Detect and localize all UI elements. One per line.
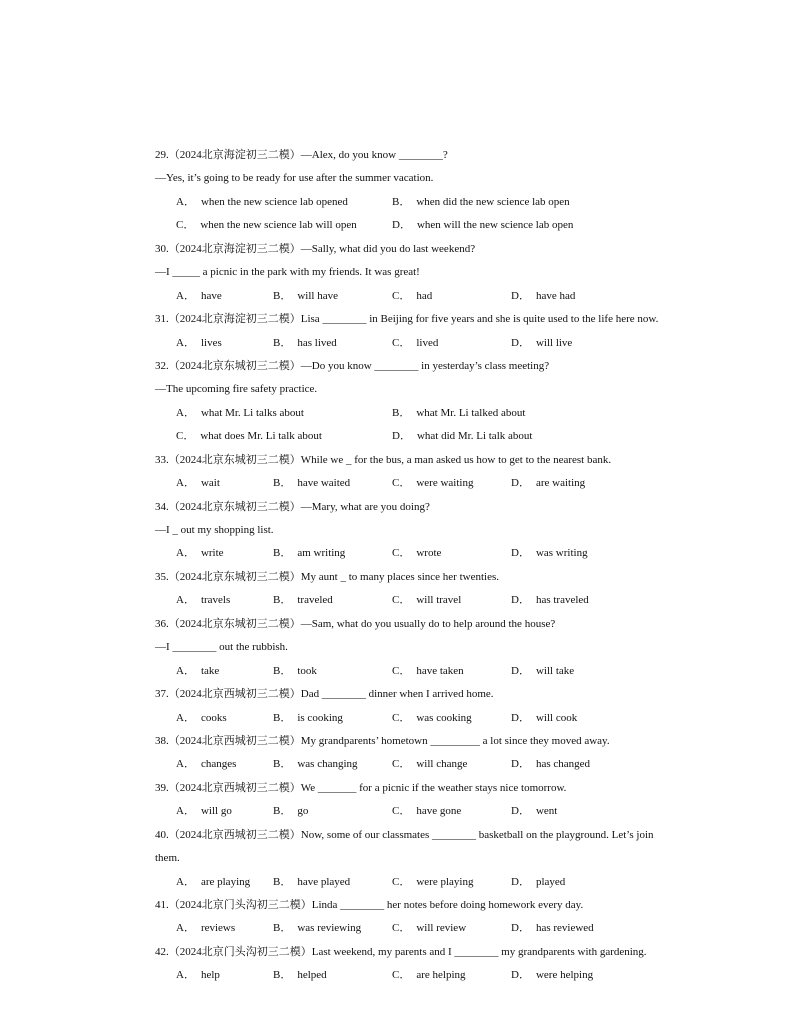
answer-option[interactable]	[273, 332, 337, 355]
answer-option[interactable]	[511, 472, 585, 495]
option-letter: C．	[176, 430, 195, 443]
answer-option[interactable]	[176, 707, 227, 730]
option-text: has reviewed	[535, 922, 594, 935]
question-stem: 39.（2024北京西城初三二模）We _______ for a picnic if the weather stays nice tomorrow.	[155, 781, 567, 794]
answer-option[interactable]	[392, 589, 461, 612]
dialogue-reply: —I ________ out the rubbish.	[155, 641, 288, 654]
option-text: will change	[416, 758, 468, 771]
option-letter: B．	[273, 289, 292, 302]
option-text: have waited	[297, 477, 351, 490]
option-text: go	[297, 805, 309, 818]
question-stem: 42.（2024北京门头沟初三二模）Last weekend, my parents and I ________ my grandparents with gardening.	[155, 945, 647, 958]
options-row	[155, 332, 725, 355]
answer-option[interactable]	[273, 871, 350, 894]
answer-option[interactable]	[273, 285, 338, 308]
option-letter: D．	[392, 430, 411, 443]
answer-option[interactable]	[176, 917, 235, 940]
answer-option[interactable]	[176, 542, 224, 565]
option-text: was writing	[535, 547, 588, 560]
option-text: have	[200, 289, 222, 302]
options-row	[155, 753, 725, 776]
answer-option[interactable]	[511, 917, 594, 940]
question-stem-continued: them.	[155, 852, 180, 865]
answer-option[interactable]	[392, 917, 466, 940]
option-text: has traveled	[535, 594, 589, 607]
question-item	[155, 496, 725, 566]
options-row	[155, 214, 725, 237]
question-stem: 41.（2024北京门头沟初三二模）Linda ________ her notes before doing homework every day.	[155, 899, 584, 911]
question-stem: 35.（2024北京东城初三二模）My aunt _ to many places since her twenties.	[155, 570, 500, 583]
option-text: traveled	[297, 594, 333, 607]
answer-option[interactable]	[176, 472, 220, 495]
answer-option[interactable]	[176, 402, 304, 425]
answer-option[interactable]	[176, 753, 236, 776]
question-item	[155, 824, 725, 894]
question-list	[155, 144, 725, 988]
option-text: is cooking	[297, 711, 343, 724]
options-row	[155, 191, 725, 214]
option-text: will go	[200, 805, 232, 818]
option-text: wait	[200, 477, 220, 490]
option-letter: B．	[273, 477, 292, 490]
option-text: had	[416, 289, 433, 302]
option-letter: B．	[273, 805, 292, 818]
option-text: helped	[297, 969, 327, 982]
dialogue-reply: —I _____ a picnic in the park with my friends. It was great!	[155, 266, 420, 279]
option-letter: A．	[176, 805, 195, 818]
answer-option[interactable]	[273, 753, 358, 776]
answer-option[interactable]	[273, 917, 361, 940]
question-item	[155, 941, 725, 988]
answer-option[interactable]	[273, 472, 350, 495]
option-text: travels	[200, 594, 231, 607]
question-stem: 40.（2024北京西城初三二模）Now, some of our classmates ________ basketball on the playground. Let’s join	[155, 828, 654, 841]
option-text: are waiting	[535, 477, 586, 490]
option-text: when did the new science lab open	[416, 195, 570, 208]
answer-option[interactable]	[511, 964, 593, 987]
option-letter: B．	[273, 336, 292, 349]
question-item	[155, 566, 725, 613]
answer-option[interactable]	[392, 402, 525, 425]
option-text: lived	[416, 336, 439, 349]
answer-option[interactable]	[273, 660, 317, 683]
option-text: what did Mr. Li talk about	[416, 430, 533, 443]
option-text: cooks	[200, 711, 227, 724]
option-letter: A．	[176, 875, 195, 888]
option-text: went	[535, 805, 558, 818]
option-text: when the new science lab opened	[200, 195, 348, 208]
question-item	[155, 730, 725, 777]
option-letter: A．	[176, 711, 195, 724]
option-letter: A．	[176, 969, 195, 982]
options-row	[155, 425, 725, 448]
option-text: will travel	[416, 594, 462, 607]
option-text: what Mr. Li talks about	[200, 406, 304, 419]
answer-option[interactable]	[392, 964, 466, 987]
answer-option[interactable]	[511, 285, 575, 308]
options-row	[155, 964, 725, 987]
option-text: has changed	[535, 758, 591, 771]
option-letter: D．	[511, 477, 530, 490]
option-text: what does Mr. Li talk about	[200, 430, 322, 443]
option-text: will cook	[535, 711, 578, 724]
question-stem: 33.（2024北京东城初三二模）While we _ for the bus, a man asked us how to get to the nearest bank.	[155, 453, 612, 466]
option-letter: C．	[392, 664, 411, 677]
answer-option[interactable]	[511, 707, 577, 730]
options-row	[155, 800, 725, 823]
option-text: have gone	[416, 805, 462, 818]
option-text: when the new science lab will open	[200, 219, 357, 232]
option-letter: C．	[392, 758, 411, 771]
options-row	[155, 917, 725, 940]
answer-option[interactable]	[273, 707, 343, 730]
option-letter: D．	[511, 289, 530, 302]
answer-option[interactable]	[511, 871, 565, 894]
answer-option[interactable]	[176, 660, 219, 683]
option-letter: A．	[176, 406, 195, 419]
option-letter: A．	[176, 758, 195, 771]
options-row	[155, 402, 725, 425]
option-letter: C．	[392, 336, 411, 349]
answer-option[interactable]	[273, 800, 308, 823]
answer-option[interactable]	[392, 285, 432, 308]
question-item	[155, 449, 725, 496]
option-letter: C．	[392, 875, 411, 888]
answer-option[interactable]	[392, 472, 473, 495]
option-letter: D．	[511, 875, 530, 888]
answer-option[interactable]	[511, 332, 572, 355]
option-letter: D．	[511, 711, 530, 724]
answer-option[interactable]	[392, 871, 473, 894]
answer-option[interactable]	[511, 753, 590, 776]
option-text: were waiting	[416, 477, 474, 490]
answer-option[interactable]	[176, 589, 230, 612]
answer-option[interactable]	[392, 425, 532, 448]
question-item	[155, 144, 725, 238]
answer-option[interactable]	[273, 589, 333, 612]
option-letter: B．	[273, 758, 292, 771]
options-row	[155, 589, 725, 612]
answer-option[interactable]	[176, 964, 220, 987]
question-stem: 38.（2024北京西城初三二模）My grandparents’ hometown _________ a lot since they moved away.	[155, 734, 610, 747]
option-letter: D．	[511, 758, 530, 771]
answer-option[interactable]	[511, 542, 588, 565]
option-letter: D．	[511, 805, 530, 818]
dialogue-reply: —The upcoming fire safety practice.	[155, 383, 318, 396]
question-stem: 36.（2024北京东城初三二模）—Sam, what do you usually do to help around the house?	[155, 617, 556, 630]
answer-option[interactable]	[392, 332, 438, 355]
option-text: have played	[297, 875, 351, 888]
option-letter: C．	[176, 219, 195, 232]
answer-option[interactable]	[176, 214, 357, 237]
options-row	[155, 660, 725, 683]
answer-option[interactable]	[176, 285, 222, 308]
option-text: what Mr. Li talked about	[416, 406, 526, 419]
option-letter: C．	[392, 805, 411, 818]
answer-option[interactable]	[511, 660, 574, 683]
option-letter: C．	[392, 969, 411, 982]
option-letter: A．	[176, 922, 195, 935]
option-letter: B．	[273, 664, 292, 677]
option-text: when will the new science lab open	[416, 219, 574, 232]
answer-option[interactable]	[176, 425, 322, 448]
answer-option[interactable]	[176, 332, 222, 355]
option-letter: B．	[273, 922, 292, 935]
dialogue-reply: —Yes, it’s going to be ready for use after the summer vacation.	[155, 172, 434, 185]
options-row	[155, 871, 725, 894]
answer-option[interactable]	[176, 191, 348, 214]
option-text: were helping	[535, 969, 594, 982]
question-item	[155, 355, 725, 449]
option-text: was reviewing	[297, 922, 362, 935]
option-text: took	[297, 664, 317, 677]
options-row	[155, 472, 725, 495]
option-letter: C．	[392, 289, 411, 302]
answer-option[interactable]	[392, 660, 464, 683]
question-item	[155, 894, 725, 941]
option-text: will review	[416, 922, 467, 935]
option-letter: D．	[511, 664, 530, 677]
question-stem: 29.（2024北京海淀初三二模）—Alex, do you know ________?	[155, 149, 448, 161]
option-letter: D．	[511, 922, 530, 935]
option-letter: A．	[176, 477, 195, 490]
option-letter: B．	[273, 969, 292, 982]
question-item	[155, 238, 725, 308]
options-row	[155, 707, 725, 730]
answer-option[interactable]	[392, 753, 467, 776]
answer-option[interactable]	[392, 214, 573, 237]
option-text: help	[200, 969, 220, 982]
option-letter: A．	[176, 664, 195, 677]
option-letter: D．	[511, 547, 530, 560]
question-item	[155, 683, 725, 730]
option-text: will take	[535, 664, 575, 677]
option-text: have had	[535, 289, 576, 302]
option-letter: A．	[176, 195, 195, 208]
answer-option[interactable]	[273, 964, 327, 987]
question-stem: 37.（2024北京西城初三二模）Dad ________ dinner when I arrived home.	[155, 688, 494, 701]
option-letter: C．	[392, 922, 411, 935]
answer-option[interactable]	[273, 542, 345, 565]
option-letter: B．	[273, 547, 292, 560]
option-text: write	[200, 547, 224, 560]
option-text: reviews	[200, 922, 236, 935]
option-letter: B．	[392, 406, 411, 419]
option-letter: B．	[273, 875, 292, 888]
question-stem: 34.（2024北京东城初三二模）—Mary, what are you doing?	[155, 500, 430, 513]
option-text: has lived	[297, 336, 337, 349]
option-text: will have	[297, 289, 338, 302]
options-row	[155, 542, 725, 565]
answer-option[interactable]	[176, 800, 232, 823]
option-letter: C．	[392, 711, 411, 724]
options-row	[155, 285, 725, 308]
answer-option[interactable]	[392, 542, 441, 565]
option-letter: D．	[392, 219, 411, 232]
option-text: were playing	[416, 875, 474, 888]
option-text: are helping	[416, 969, 466, 982]
option-text: am writing	[297, 547, 346, 560]
option-letter: C．	[392, 594, 411, 607]
option-letter: B．	[273, 711, 292, 724]
option-letter: A．	[176, 547, 195, 560]
option-letter: D．	[511, 336, 530, 349]
question-item	[155, 308, 725, 355]
option-text: take	[200, 664, 220, 677]
option-letter: C．	[392, 547, 411, 560]
option-letter: D．	[511, 969, 530, 982]
option-text: will live	[535, 336, 573, 349]
option-letter: C．	[392, 477, 411, 490]
question-item	[155, 613, 725, 683]
option-text: have taken	[416, 664, 464, 677]
option-letter: A．	[176, 336, 195, 349]
option-letter: A．	[176, 289, 195, 302]
option-text: was cooking	[416, 711, 472, 724]
option-text: was changing	[297, 758, 358, 771]
dialogue-reply: —I _ out my shopping list.	[155, 524, 274, 536]
question-stem: 31.（2024北京海淀初三二模）Lisa ________ in Beijing for five years and she is quite used to the life here now.	[155, 313, 659, 326]
answer-option[interactable]	[511, 800, 557, 823]
answer-option[interactable]	[176, 871, 250, 894]
option-text: are playing	[200, 875, 251, 888]
option-text: played	[535, 875, 566, 888]
option-letter: B．	[273, 594, 292, 607]
question-item	[155, 777, 725, 824]
question-stem: 30.（2024北京海淀初三二模）—Sally, what did you do last weekend?	[155, 242, 476, 255]
answer-option[interactable]	[392, 800, 461, 823]
option-text: lives	[200, 336, 222, 349]
option-letter: A．	[176, 594, 195, 607]
answer-option[interactable]	[392, 707, 472, 730]
question-stem: 32.（2024北京东城初三二模）—Do you know ________ in yesterday’s class meeting?	[155, 359, 550, 372]
option-text: changes	[200, 758, 237, 771]
option-letter: B．	[392, 195, 411, 208]
answer-option[interactable]	[392, 191, 570, 214]
option-letter: D．	[511, 594, 530, 607]
answer-option[interactable]	[511, 589, 589, 612]
option-text: wrote	[416, 547, 442, 560]
